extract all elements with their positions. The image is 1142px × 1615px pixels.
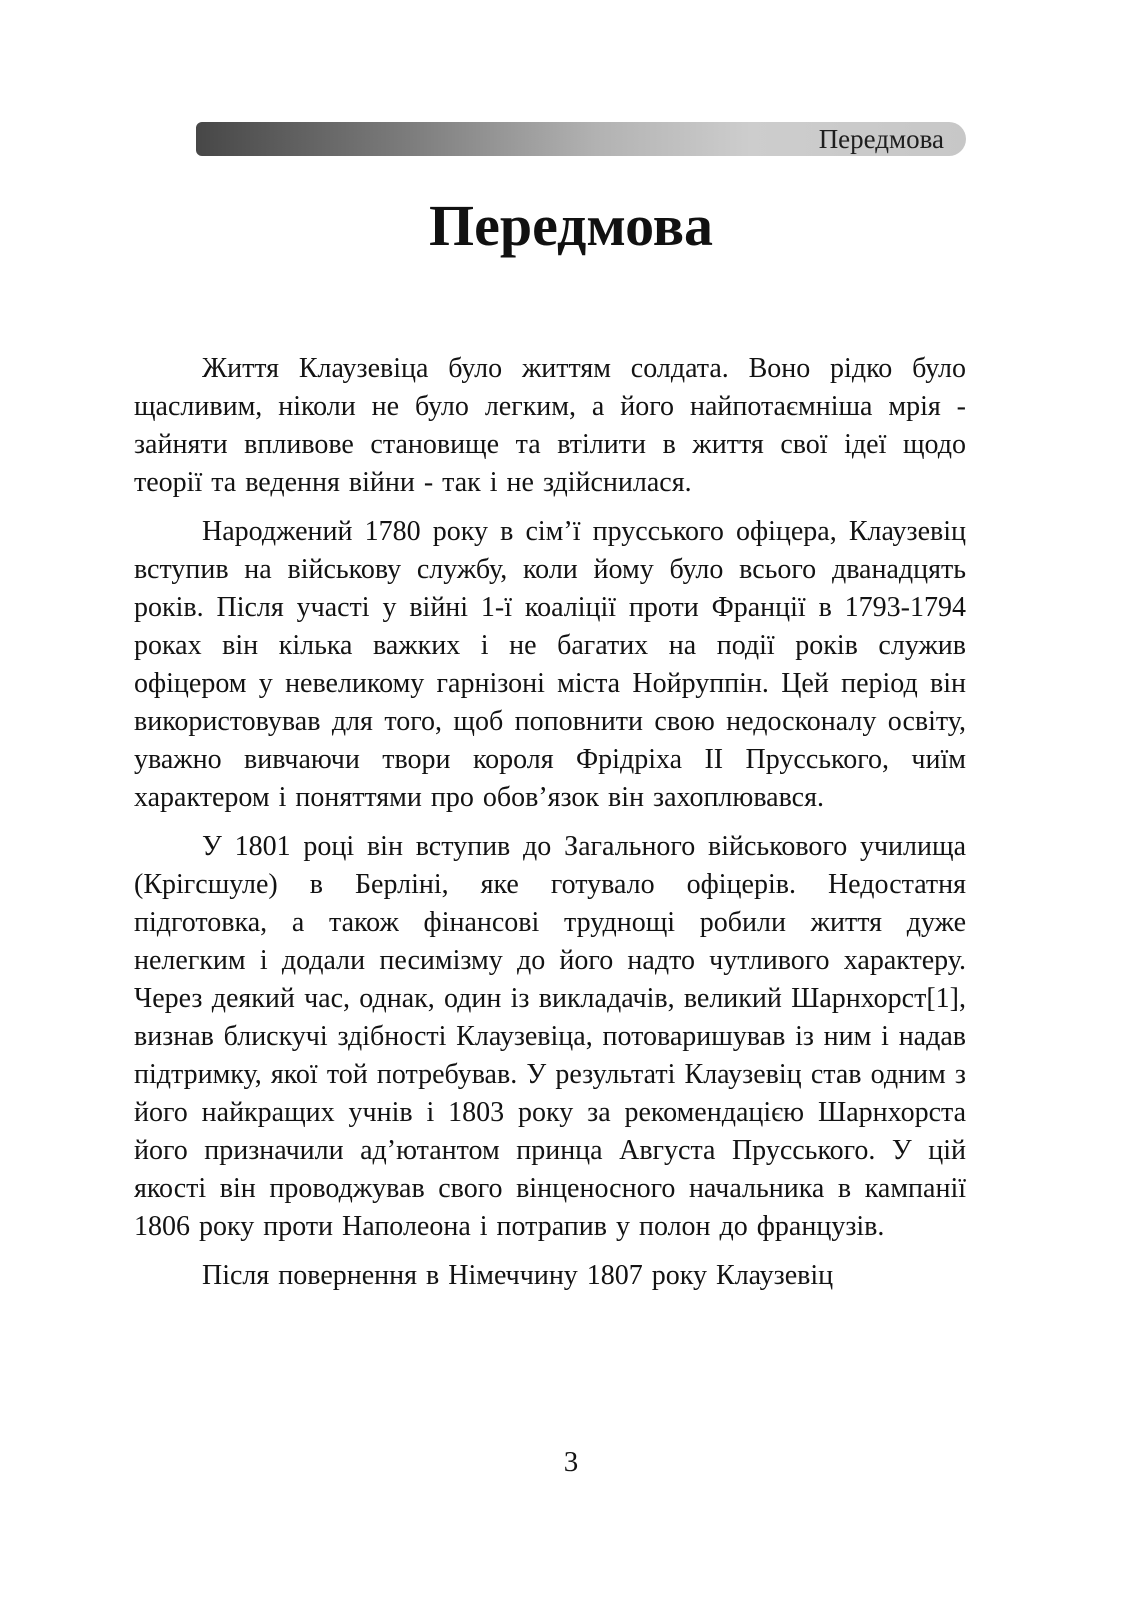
paragraph-2: Народжений 1780 року в сім’ї прусського офіцера, Клаузевіц вступив на військову службу, коли йому було всього дванадцять років. Після участі у війні 1-ї коаліції проти Франції в 1793-1794 роках він кілька важких і не багатих на події років служив офіцером у невеликому гарнізоні міста Нойруппін. Цей період він використовував для того, щоб поповнити свою недосконалу освіту, уважно вивчаючи твори короля Фрідріха II Прусського, чиїм характером і поняттями про обов’язок він захоплювався.	[134, 516, 966, 813]
running-header-label: Передмова	[818, 123, 944, 154]
paragraph-3: У 1801 році він вступив до Загального військового училища (Крігсшуле) в Берліні, яке готувало офіцерів. Недостатня підготовка, а також фінансові труднощі робили життя дуже нелегким і додали песимізму до його надто чутливого характеру. Через деякий час, однак, один із викладачів, великий Шарнхорст[1], визнав блискучі здібності Клаузевіца, потоваришував із ним і надав підтримку, якої той потребував. У результаті Клаузевіц став одним з його найкращих учнів і 1803 року за рекомендацією Шарнхорста його призначили ад’ютантом принца Августа Прусського. У цій якості він проводжував свого вінценосного начальника в кампанії 1806 року проти Наполеона і потрапив у полон до французів.	[134, 831, 966, 1242]
paragraph-1: Життя Клаузевіца було життям солдата. Воно рідко було щасливим, ніколи не було легким, а його найпотаємніша мрія - зайняти впливове становище та втілити в життя свої ідеї щодо теорії та ведення війни - так і не здійснилася.	[134, 353, 966, 498]
page-number: 3	[563, 1446, 579, 1478]
chapter-title: Передмова	[428, 193, 714, 258]
running-header-bar	[196, 122, 966, 156]
body-text	[134, 350, 966, 1295]
paragraph-4: Після повернення в Німеччину 1807 року Клаузевіц	[202, 1260, 834, 1291]
